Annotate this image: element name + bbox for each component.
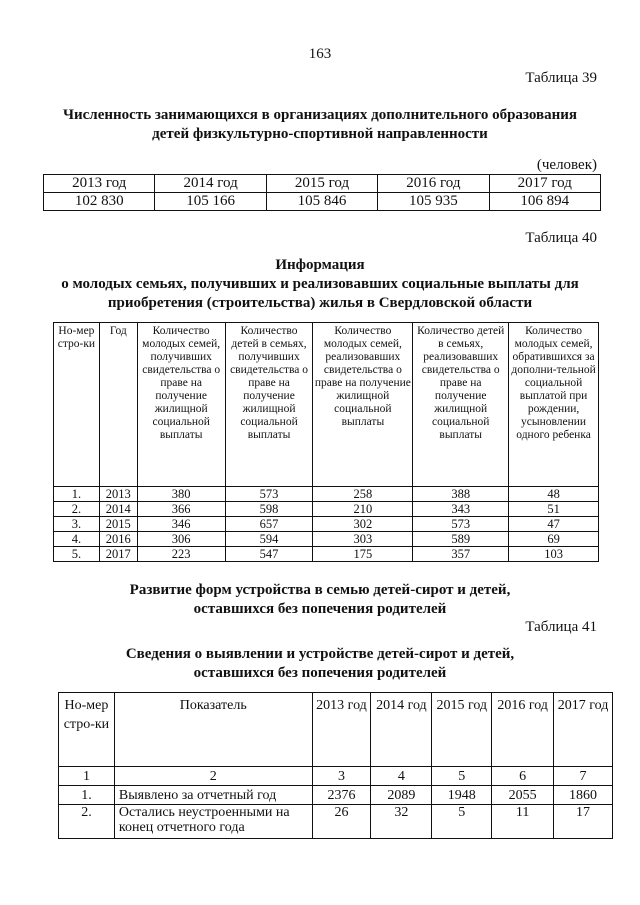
- table-41-column-number: 4: [371, 767, 432, 786]
- table-41-header: 2015 год: [432, 693, 492, 767]
- table-40-cell: 5.: [54, 547, 100, 562]
- table-40-cell: 547: [225, 547, 313, 562]
- table-41: [58, 692, 613, 839]
- table-41-header-row: [59, 693, 613, 767]
- table-41-label: Таблица 41: [525, 619, 597, 635]
- table-40-header-row: [54, 323, 599, 487]
- table-41-cell: 32: [371, 805, 432, 839]
- table-39-cell: 106 894: [489, 193, 600, 211]
- table-40-cell: 346: [137, 517, 225, 532]
- table-40-title-line2: о молодых семьях, получивших и реализовавших социальные выплаты для: [61, 276, 579, 292]
- table-39-header: 2013 год: [44, 175, 155, 193]
- table-41-cell: 1.: [59, 786, 115, 805]
- table-41-cell: 2.: [59, 805, 115, 839]
- table-40-cell: 2014: [99, 502, 137, 517]
- table-row: [59, 805, 613, 839]
- table-40-cell: 594: [225, 532, 313, 547]
- table-41-header: 2017 год: [554, 693, 613, 767]
- table-40-cell: 357: [413, 547, 509, 562]
- table-40-title-line1: Информация: [275, 257, 365, 273]
- table-39-title-line1: Численность занимающихся в организациях дополнительного образования: [63, 107, 577, 123]
- table-40-header: Но-мер стро-ки: [54, 323, 100, 487]
- table-41-cell: 2376: [312, 786, 371, 805]
- table-40-cell: 48: [509, 487, 599, 502]
- table-40-cell: 69: [509, 532, 599, 547]
- table-40-cell: 380: [137, 487, 225, 502]
- table-40: [53, 322, 599, 562]
- table-41-cell: 5: [432, 805, 492, 839]
- table-40-cell: 2.: [54, 502, 100, 517]
- table-41-header: 2016 год: [492, 693, 554, 767]
- table-41-cell: 17: [554, 805, 613, 839]
- table-row: [54, 547, 599, 562]
- table-41-column-number: 1: [59, 767, 115, 786]
- table-41-cell: 2089: [371, 786, 432, 805]
- table-40-cell: 4.: [54, 532, 100, 547]
- table-41-title: [40, 645, 600, 683]
- table-41-cell: 2055: [492, 786, 554, 805]
- table-40-header: Количество молодых семей, обратившихся за дополни-тельной социальной выплатой при рождении, усыновлении одного ребенка: [509, 323, 599, 487]
- table-39-title-line2: детей физкультурно-спортивной направленности: [152, 126, 488, 142]
- table-40-header: Количество детей в семьях, получивших свидетельства о праве на получение жилищной социальной выплаты: [225, 323, 313, 487]
- section-41-heading-line2: оставшихся без попечения родителей: [193, 601, 447, 617]
- table-40-cell: 175: [313, 547, 413, 562]
- table-41-column-number: 2: [114, 767, 312, 786]
- table-41-cell: 1860: [554, 786, 613, 805]
- table-40-cell: 388: [413, 487, 509, 502]
- table-40-header: Количество молодых семей, реализовавших свидетельства о праве на получение жилищной социальной выплаты: [313, 323, 413, 487]
- table-40-cell: 2017: [99, 547, 137, 562]
- table-39: [43, 174, 601, 211]
- table-40-cell: 47: [509, 517, 599, 532]
- table-40-cell: 2015: [99, 517, 137, 532]
- table-40-cell: 223: [137, 547, 225, 562]
- table-row: [54, 502, 599, 517]
- table-41-column-number: 7: [554, 767, 613, 786]
- table-39-header-row: [44, 175, 601, 193]
- table-39-unit: (человек): [536, 157, 597, 173]
- table-39-cell: 105 846: [266, 193, 377, 211]
- table-39-header: 2016 год: [378, 175, 489, 193]
- table-39-header: 2015 год: [266, 175, 377, 193]
- table-40-title: [40, 256, 600, 313]
- table-39-title: [40, 106, 600, 144]
- table-40-cell: 657: [225, 517, 313, 532]
- table-40-label: Таблица 40: [525, 230, 597, 246]
- table-40-cell: 366: [137, 502, 225, 517]
- table-41-title-line1: Сведения о выявлении и устройстве детей-сирот и детей,: [125, 646, 515, 662]
- table-39-label: Таблица 39: [525, 70, 597, 86]
- table-40-header: Количество молодых семей, получивших свидетельства о праве на получение жилищной социальной выплаты: [137, 323, 225, 487]
- table-row: [54, 517, 599, 532]
- section-41-heading: [40, 581, 600, 619]
- table-39-cell: 105 166: [155, 193, 266, 211]
- table-41-title-line2: оставшихся без попечения родителей: [193, 665, 447, 681]
- table-41-cell: Выявлено за отчетный год: [114, 786, 312, 805]
- table-40-cell: 306: [137, 532, 225, 547]
- table-40-cell: 103: [509, 547, 599, 562]
- table-40-cell: 302: [313, 517, 413, 532]
- table-39-value-row: [44, 193, 601, 211]
- section-41-heading-line1: Развитие форм устройства в семью детей-сирот и детей,: [129, 582, 511, 598]
- table-40-header: Количество детей в семьях, реализовавших свидетельства о праве на получение жилищной социальной выплаты: [413, 323, 509, 487]
- table-41-column-number: 3: [312, 767, 371, 786]
- table-40-cell: 303: [313, 532, 413, 547]
- table-40-cell: 589: [413, 532, 509, 547]
- table-39-cell: 105 935: [378, 193, 489, 211]
- table-40-title-line3: приобретения (строительства) жилья в Свердловской области: [107, 295, 533, 311]
- table-40-cell: 2016: [99, 532, 137, 547]
- table-40-cell: 573: [413, 517, 509, 532]
- table-41-header: Но-мер стро-ки: [59, 693, 115, 767]
- table-41-header: Показатель: [114, 693, 312, 767]
- table-41-numbering-row: [59, 767, 613, 786]
- table-39-header: 2014 год: [155, 175, 266, 193]
- table-40-cell: 51: [509, 502, 599, 517]
- table-40-cell: 3.: [54, 517, 100, 532]
- table-39-header: 2017 год: [489, 175, 600, 193]
- page-number: 163: [308, 46, 332, 62]
- table-41-header: 2014 год: [371, 693, 432, 767]
- table-40-cell: 210: [313, 502, 413, 517]
- table-39-cell: 102 830: [44, 193, 155, 211]
- table-row: [54, 487, 599, 502]
- table-41-cell: 11: [492, 805, 554, 839]
- table-40-cell: 598: [225, 502, 313, 517]
- table-row: [59, 786, 613, 805]
- table-40-cell: 258: [313, 487, 413, 502]
- table-41-column-number: 6: [492, 767, 554, 786]
- table-41-cell: 1948: [432, 786, 492, 805]
- table-41-cell: 26: [312, 805, 371, 839]
- table-41-header: 2013 год: [312, 693, 371, 767]
- table-41-cell: Остались неустроенными на конец отчетного года: [114, 805, 312, 839]
- table-40-cell: 573: [225, 487, 313, 502]
- table-40-cell: 343: [413, 502, 509, 517]
- table-row: [54, 532, 599, 547]
- table-40-header: Год: [99, 323, 137, 487]
- table-40-cell: 2013: [99, 487, 137, 502]
- table-41-column-number: 5: [432, 767, 492, 786]
- table-40-cell: 1.: [54, 487, 100, 502]
